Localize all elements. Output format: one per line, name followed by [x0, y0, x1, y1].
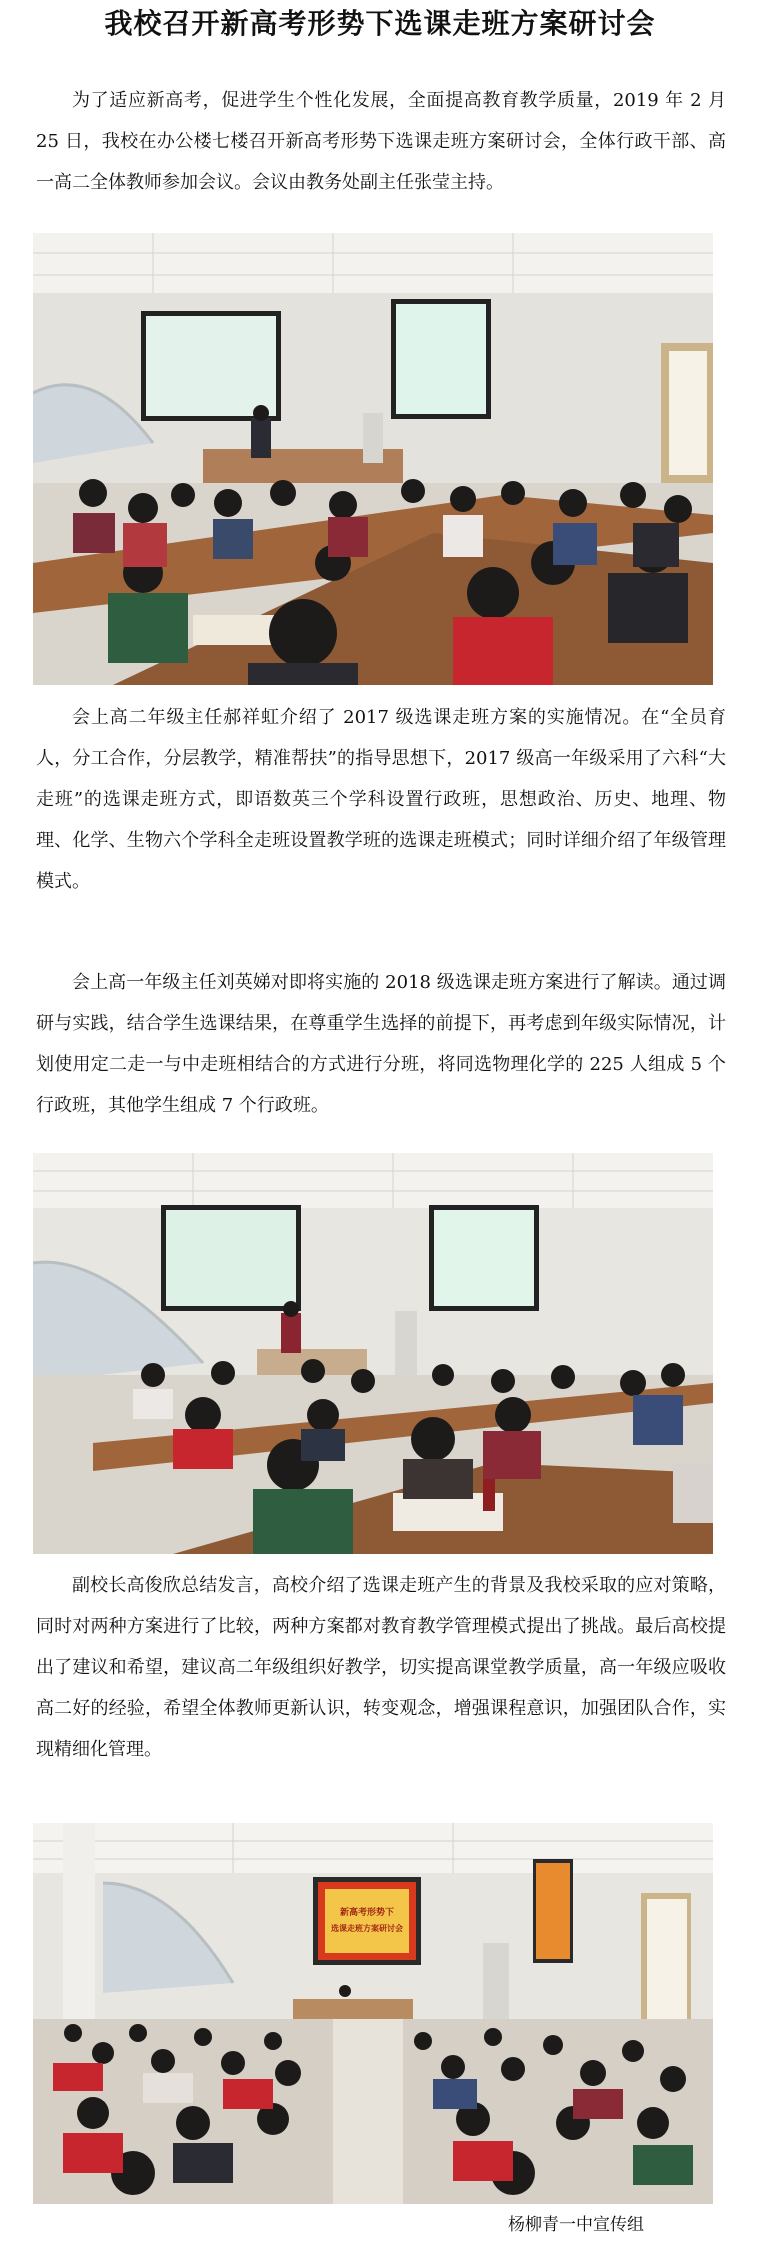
- meeting-photo-2: [33, 1153, 713, 1554]
- meeting-photo-3: [33, 1823, 713, 2204]
- slide-title-line-2: 选课走班方案研讨会: [331, 1924, 403, 1933]
- page-title: 我校召开新高考形势下选课走班方案研讨会: [104, 7, 656, 40]
- signature: 杨柳青一中宣传组: [508, 2215, 644, 2235]
- slide-title-line-1: 新高考形势下: [339, 1908, 395, 1918]
- paragraph-intro: 为了适应新高考，促进学生个性化发展，全面提高教育教学质量，2019 年 2 月 25 日，我校在办公楼七楼召开新高考形势下选课走班方案研讨会，全体行政干部、高一高二全体教师参加会议。会议由教务处副主任张莹主持。: [36, 90, 726, 193]
- paragraph-grade-one: 会上高一年级主任刘英娣对即将实施的 2018 级选课走班方案进行了解读。通过调研与实践，结合学生选课结果，在尊重学生选择的前提下，再考虑到年级实际情况，计划使用定二走一与中走班相结合的方式进行分班，将同选物理化学的 225 人组成 5 个行政班，其他学生组成 7 个行政班。: [36, 972, 726, 1116]
- paragraph-summary: 副校长高俊欣总结发言，高校介绍了选课走班产生的背景及我校采取的应对策略，同时对两种方案进行了比较，两种方案都对教育教学管理模式提出了挑战。最后高校提出了建议和希望，建议高二年级组织好教学，切实提高课堂教学质量，高一年级应吸收高二好的经验，希望全体教师更新认识，转变观念，增强课程意识，加强团队合作，实现精细化管理。: [36, 1575, 726, 1760]
- meeting-photo-1: [33, 233, 713, 685]
- paragraph-grade-two: 会上高二年级主任郝祥虹介绍了 2017 级选课走班方案的实施情况。在“全员育人，分工合作，分层教学，精准帮扶”的指导思想下，2017 级高一年级采用了六科“大走班”的选课走班方式，即语数英三个学科设置行政班，思想政治、历史、地理、物理、化学、生物六个学科全走班设置教学班的选课走班模式；同时详细介绍了年级管理模式。: [36, 707, 726, 892]
